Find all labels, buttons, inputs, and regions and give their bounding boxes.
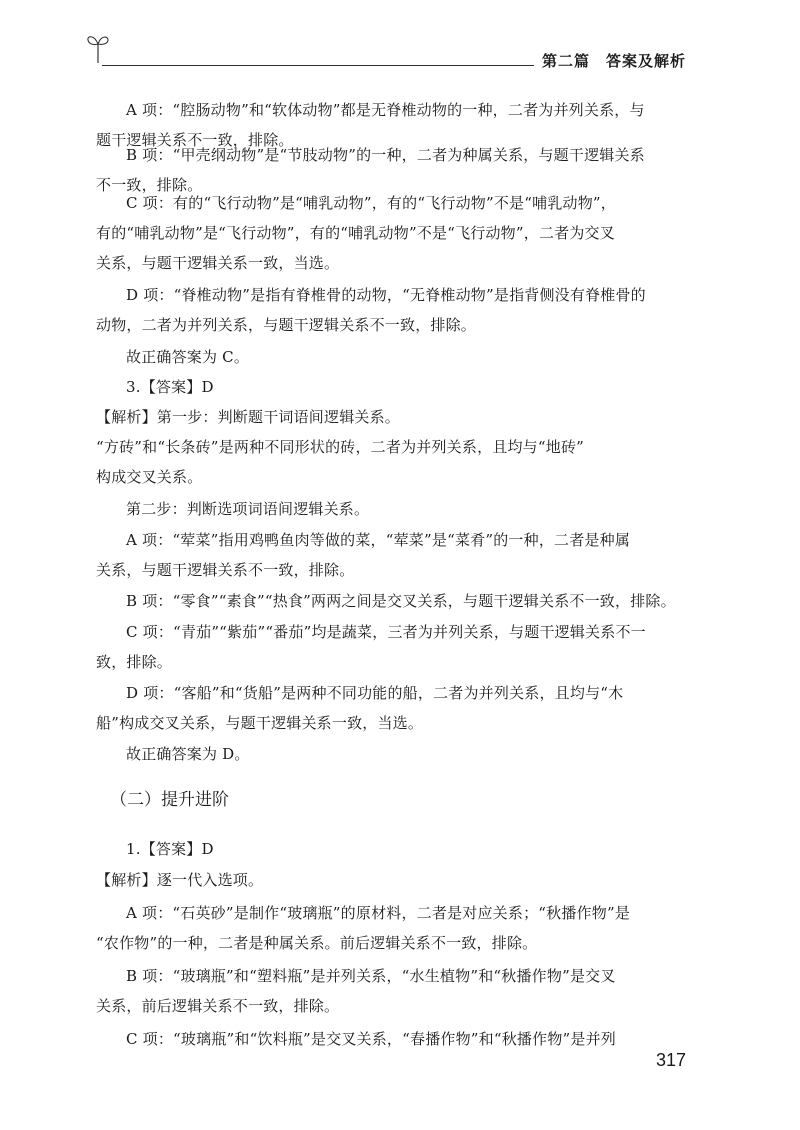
page-number: 317 [656,1050,687,1070]
text-line: C 项：“青茄”“紫茄”“番茄”均是蔬菜，三者为并列关系，与题干逻辑关系不一 [126,623,646,641]
text-line: 故正确答案为 C。 [126,348,250,366]
text-line: 第二步：判断选项词语间逻辑关系。 [126,500,370,518]
sprout-icon [86,30,110,64]
text-line: “农作物”的一种，二者是种属关系。前后逻辑关系不一致，排除。 [96,934,538,952]
page-header [0,0,800,80]
text-line: 故正确答案为 D。 [126,745,250,763]
text-line: 有的“哺乳动物”是“飞行动物”，有的“哺乳动物”不是“飞行动物”，二者为交叉 [96,224,615,242]
answer-label: 1.【答案】D [126,840,214,858]
text-line: D 项：“脊椎动物”是指有脊椎骨的动物，“无脊椎动物”是指背侧没有脊椎骨的 [126,286,646,304]
text-line: A 项：“荤菜”指用鸡鸭鱼肉等做的菜，“荤菜”是“菜肴”的一种，二者是种属 [126,531,631,549]
analysis-label: 【解析】逐一代入选项。 [96,871,264,889]
text-line: C 项：“玻璃瓶”和“饮料瓶”是交叉关系，“春播作物”和“秋播作物”是并列 [126,1030,616,1048]
text-line: B 项：“玻璃瓶”和“塑料瓶”是并列关系，“水生植物”和“秋播作物”是交叉 [126,967,616,985]
text-line: 关系，前后逻辑关系不一致，排除。 [96,997,340,1015]
text-line: A 项：“腔肠动物”和“软体动物”都是无脊椎动物的一种，二者为并列关系，与 [126,101,645,119]
section-title: （二）提升进阶 [110,790,229,810]
text-line: B 项：“零食”“素食”“热食”两两之间是交叉关系，与题干逻辑关系不一致，排除。 [126,592,676,610]
text-line: 船”构成交叉关系，与题干逻辑关系一致，当选。 [96,714,424,732]
text-line: 动物，二者为并列关系，与题干逻辑关系不一致，排除。 [96,316,477,334]
text-line: “方砖”和“长条砖”是两种不同形状的砖，二者为并列关系，且均与“地砖” [96,438,585,456]
text-line: 不一致，排除。 [96,176,203,194]
text-line: 致，排除。 [96,653,173,671]
analysis-label: 【解析】第一步：判断题干词语间逻辑关系。 [96,408,401,426]
text-line: 构成交叉关系。 [96,468,203,486]
text-line: B 项：“甲壳纲动物”是“节肢动物”的一种，二者为种属关系，与题干逻辑关系 [126,146,645,164]
header-rule [102,65,534,66]
answer-label: 3.【答案】D [126,378,214,396]
text-line: A 项：“石英砂”是制作“玻璃瓶”的原材料，二者是对应关系；“秋播作物”是 [126,904,631,922]
text-line: 关系，与题干逻辑关系不一致，排除。 [96,561,355,579]
text-line: C 项：有的“飞行动物”是“哺乳动物”，有的“飞行动物”不是“哺乳动物”， [126,194,616,212]
text-line: 关系，与题干逻辑关系一致，当选。 [96,254,340,272]
text-line: D 项：“客船”和“货船”是两种不同功能的船，二者为并列关系，且均与“木 [126,684,624,702]
chapter-title: 第二篇 答案及解析 [542,52,687,70]
text-line: 题干逻辑关系不一致，排除。 [96,131,294,149]
